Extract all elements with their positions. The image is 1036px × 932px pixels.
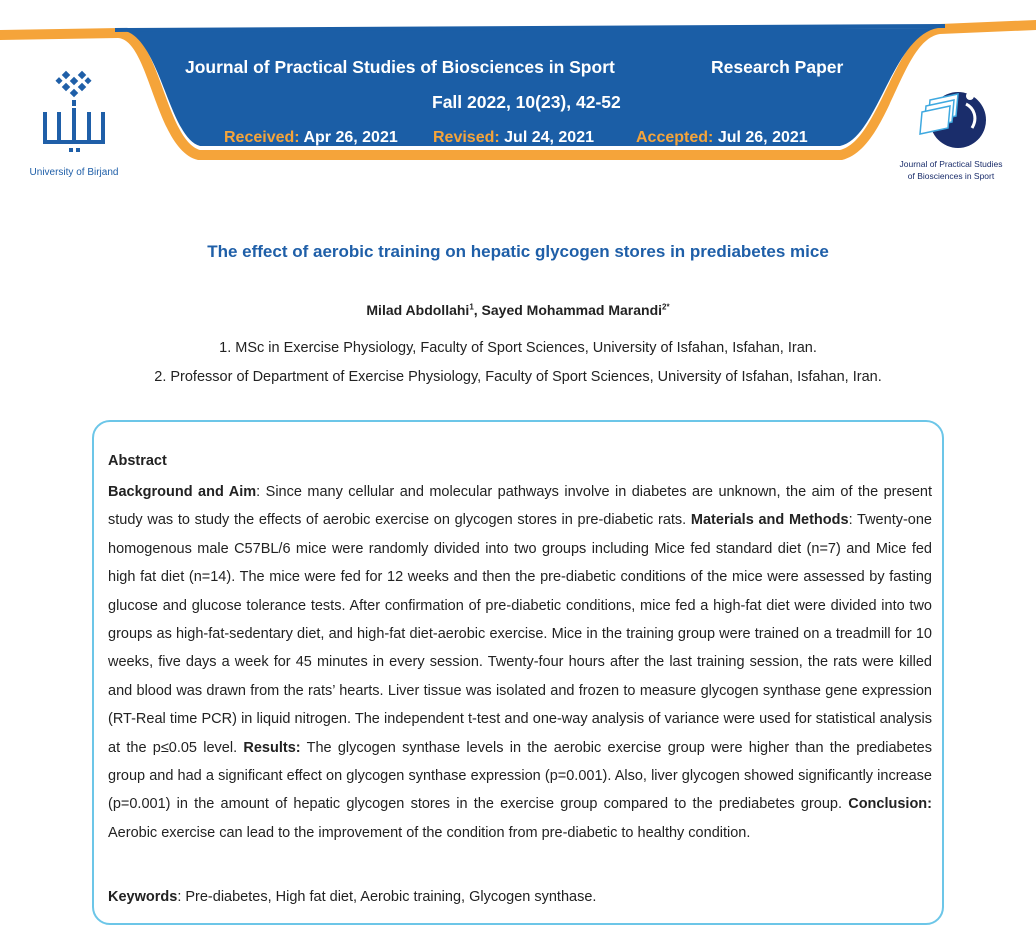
- author-1-affil-marker: 1: [469, 302, 474, 312]
- affiliation-1: 1. MSc in Exercise Physiology, Faculty of Sport Sciences, University of Isfahan, Isfahan, Iran.: [219, 340, 817, 356]
- conclusion-label: Conclusion:: [848, 796, 932, 813]
- methods-label: Materials and Methods: [690, 512, 849, 529]
- journal-caption-line1: Journal of Practical Studies: [899, 159, 1003, 169]
- affiliation-2: 2. Professor of Department of Exercise Physiology, Faculty of Sport Sciences, University of Isfahan, Isfahan, Iran.: [154, 369, 882, 385]
- university-caption: University of Birjand: [29, 167, 119, 178]
- background-label: Background and Aim: [108, 484, 257, 500]
- issue-info: Fall 2022, 10(23), 42-52: [432, 92, 621, 112]
- accepted-value: Jul 26, 2021: [717, 129, 808, 146]
- conclusion-text: Aerobic exercise can lead to the improvement of the condition from pre-diabetic to healthy condition.: [108, 824, 751, 841]
- received-label: Received:: [224, 129, 300, 146]
- abstract-heading: Abstract: [108, 453, 167, 469]
- university-logo: [28, 70, 120, 178]
- abstract-body: [108, 478, 932, 847]
- received-date: [224, 129, 398, 147]
- journal-emblem-icon: [908, 82, 994, 152]
- journal-logo: [886, 82, 1016, 181]
- results-label: Results:: [243, 739, 301, 756]
- author-1: Milad Abdollahi: [366, 302, 470, 318]
- paper-title: The effect of aerobic training on hepatic glycogen stores in prediabetes mice: [207, 242, 829, 261]
- article-type: Research Paper: [711, 57, 844, 77]
- results-text: The glycogen synthase levels in the aerobic exercise group were higher than the prediabetes group and had a significant effect on glycogen synthase expression (p=0.001). Also, liver glycogen showed significantly increase (p=0.001) in the amount of hepatic glycogen stores in the exercise group compared to the prediabetes group.: [108, 739, 932, 813]
- keywords: [108, 889, 938, 905]
- revised-value: Jul 24, 2021: [504, 129, 594, 146]
- author-list: [0, 302, 1036, 318]
- keywords-label: Keywords: [108, 889, 178, 905]
- accepted-label: Accepted:: [636, 129, 714, 146]
- journal-title: Journal of Practical Studies of Biosciences in Sport: [185, 57, 615, 77]
- methods-text: : Twenty-one homogenous male C57BL/6 mice were randomly divided into two groups including Mice fed standard diet (n=7) and Mice fed high fat diet (n=14). The mice were fed for 12 weeks and then the pre-diabetic conditions of the mice were assessed by fasting glucose and glucose tolerance tests. After confirmation of pre-diabetic conditions, mice fed a high-fat diet were divided into two groups as high-fat-sedentary diet, and high-fat diet-aerobic exercise. Mice in the training group were trained on a treadmill for 10 weeks, five days a week for 45 minutes in every session. Twenty-four hours after the last training session, the rats were killed and blood was drawn from the rats’ hearts. Liver tissue was isolated and frozen to measure glycogen synthase gene expression (RT-Real time PCR) in liquid nitrogen. The independent t-test and one-way analysis of variance were used for statistical analysis at the p≤0.05 level.: [108, 512, 932, 756]
- revised-date: [433, 129, 594, 147]
- author-2: Sayed Mohammad Marandi: [481, 302, 663, 318]
- author-2-affil-marker: 2*: [662, 302, 670, 312]
- keywords-text: : Pre-diabetes, High fat diet, Aerobic training, Glycogen synthase.: [177, 889, 597, 905]
- background-text: : Since many cellular and molecular pathways involve in diabetes are unknown, the aim of the present study was to study the effects of aerobic exercise on glycogen stores in pre-diabetic rats.: [108, 484, 932, 529]
- revised-label: Revised:: [433, 129, 500, 146]
- received-value: Apr 26, 2021: [303, 129, 398, 146]
- accepted-date: [636, 129, 808, 147]
- university-emblem-icon: [39, 70, 109, 160]
- journal-caption-line2: of Biosciences in Sport: [907, 171, 995, 181]
- author-separator: ,: [473, 302, 482, 318]
